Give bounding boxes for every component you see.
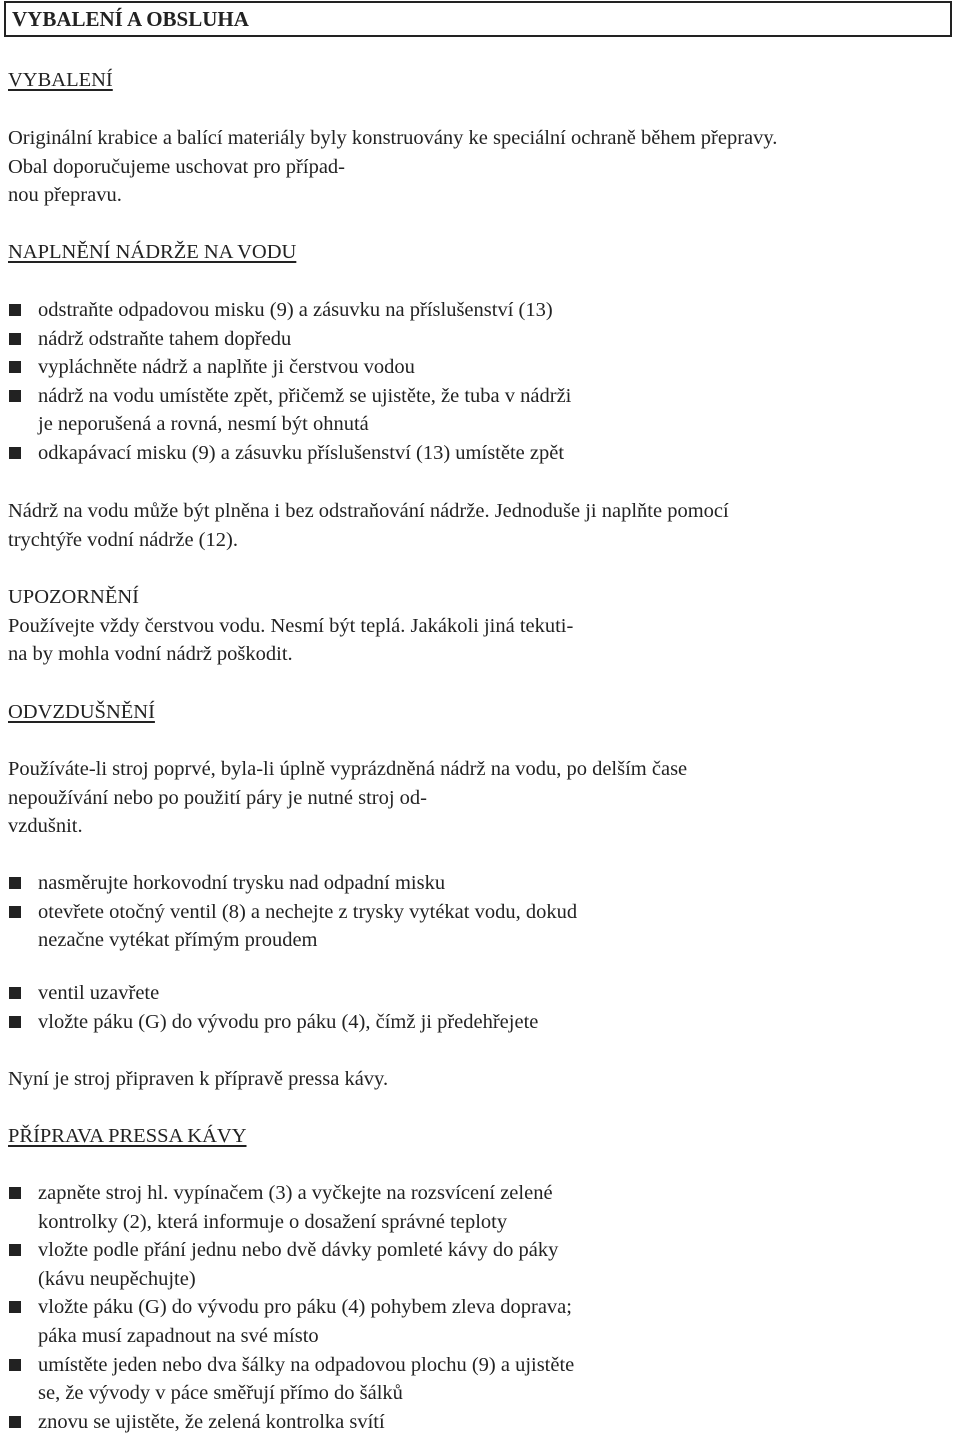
filling-note (8, 497, 729, 554)
text-line: vypláchněte nádrž a naplňte ji čerstvou vodou (38, 356, 415, 379)
text-line: Používáte-li stroj poprvé, byla-li úplně vyprázdněná nádrž na vodu, po delším čase (8, 758, 688, 780)
list-item (8, 1351, 574, 1408)
text-line: na by mohla vodní nádrž poškodit. (8, 643, 293, 666)
ready-note: Nyní je stroj připraven k přípravě pressa kávy. (8, 1068, 389, 1090)
bullet-square-icon (9, 390, 21, 402)
list-item (8, 382, 571, 439)
text-line: vložte podle přání jednu nebo dvě dávky pomleté kávy do páky (38, 1239, 559, 1262)
text-line: nasměrujte horkovodní trysku nad odpadní misku (38, 872, 446, 894)
text-line: znovu se ujistěte, že zelená kontrolka svítí (38, 1410, 385, 1433)
text-line: Používejte vždy čerstvou vodu. Nesmí být teplá. Jakákoli jiná tekuti- (8, 614, 574, 637)
list-item (8, 439, 571, 468)
text-line: otevřete otočný ventil (8) a nechejte z trysky vytékat vodu, dokud (38, 900, 578, 923)
bullet-square-icon (9, 1301, 21, 1313)
text-line: Originální krabice a balící materiály byly konstruovány ke speciální ochraně během přepravy. (8, 127, 778, 149)
list-item (8, 1408, 574, 1437)
list-item (8, 1293, 574, 1350)
text-line: nezačne vytékat přímým proudem (38, 929, 318, 952)
text-line: vzdušnit. (8, 815, 83, 838)
text-line: nepoužívání nebo po použití páry je nutné stroj od- (8, 786, 428, 809)
espresso-steps-list (8, 1179, 574, 1436)
text-line: nou přepravu. (8, 184, 122, 207)
text-line: odkapávací misku (9) a zásuvku příslušenství (13) umístěte zpět (38, 441, 565, 464)
warning-heading: UPOZORNĚNÍ (8, 586, 139, 608)
list-item (8, 898, 577, 955)
text-line: odstraňte odpadovou misku (9) a zásuvku na příslušenství (13) (38, 299, 553, 321)
page-title: VYBALENÍ A OBSLUHA (4, 1, 952, 37)
bullet-square-icon (9, 1187, 21, 1199)
list-item (8, 1008, 538, 1037)
section-heading-venting: ODVZDUŠNĚNÍ (8, 701, 155, 723)
text-line: Obal doporučujeme uschovat pro případ- (8, 155, 346, 178)
list-item (8, 1179, 574, 1236)
bullet-square-icon (9, 906, 21, 918)
section-heading-filling: NAPLNĚNÍ NÁDRŽE NA VODU (8, 241, 297, 263)
bullet-square-icon (9, 447, 21, 459)
list-item (8, 979, 538, 1008)
text-line: vložte páku (G) do vývodu pro páku (4), čímž ji předehřejete (38, 1010, 539, 1033)
venting-paragraph (8, 755, 687, 841)
text-line: páka musí zapadnout na své místo (38, 1324, 319, 1347)
text-line: nádrž odstraňte tahem dopředu (38, 327, 292, 350)
list-item (8, 325, 571, 354)
bullet-square-icon (9, 1359, 21, 1371)
venting-steps-list-b (8, 979, 538, 1036)
text-line: Nádrž na vodu může být plněna i bez odstraňování nádrže. Jednoduše ji naplňte pomocí (8, 500, 729, 522)
list-item (8, 869, 577, 898)
venting-steps-list-a (8, 869, 577, 955)
text-line: kontrolky (2), která informuje o dosažení správné teploty (38, 1210, 508, 1233)
warning-block (8, 583, 573, 669)
text-line: ventil uzavřete (38, 982, 160, 1004)
text-line: vložte páku (G) do vývodu pro páku (4) pohybem zleva doprava; (38, 1296, 572, 1319)
unpacking-paragraph (8, 124, 777, 210)
list-item (8, 1236, 574, 1293)
text-line: se, že vývody v páce směřují přímo do šálků (38, 1382, 403, 1405)
bullet-square-icon (9, 1244, 21, 1256)
bullet-square-icon (9, 361, 21, 373)
bullet-square-icon (9, 987, 21, 999)
bullet-square-icon (9, 1416, 21, 1428)
bullet-square-icon (9, 877, 21, 889)
bullet-square-icon (9, 1016, 21, 1028)
text-line: trychtýře vodní nádrže (12). (8, 528, 238, 551)
list-item (8, 296, 571, 325)
text-line: (kávu neupěchujte) (38, 1267, 196, 1290)
bullet-square-icon (9, 333, 21, 345)
section-heading-espresso: PŘÍPRAVA PRESSA KÁVY (8, 1125, 247, 1147)
text-line: zapněte stroj hl. vypínačem (3) a vyčkejte na rozsvícení zelené (38, 1182, 553, 1204)
filling-steps-list (8, 296, 571, 468)
list-item (8, 353, 571, 382)
text-line: umístěte jeden nebo dva šálky na odpadovou plochu (9) a ujistěte (38, 1353, 575, 1376)
bullet-square-icon (9, 304, 21, 316)
text-line: nádrž na vodu umístěte zpět, přičemž se ujistěte, že tuba v nádrži (38, 384, 572, 407)
text-line: je neporušená a rovná, nesmí být ohnutá (38, 413, 369, 436)
section-heading-unpacking: VYBALENÍ (8, 69, 113, 91)
